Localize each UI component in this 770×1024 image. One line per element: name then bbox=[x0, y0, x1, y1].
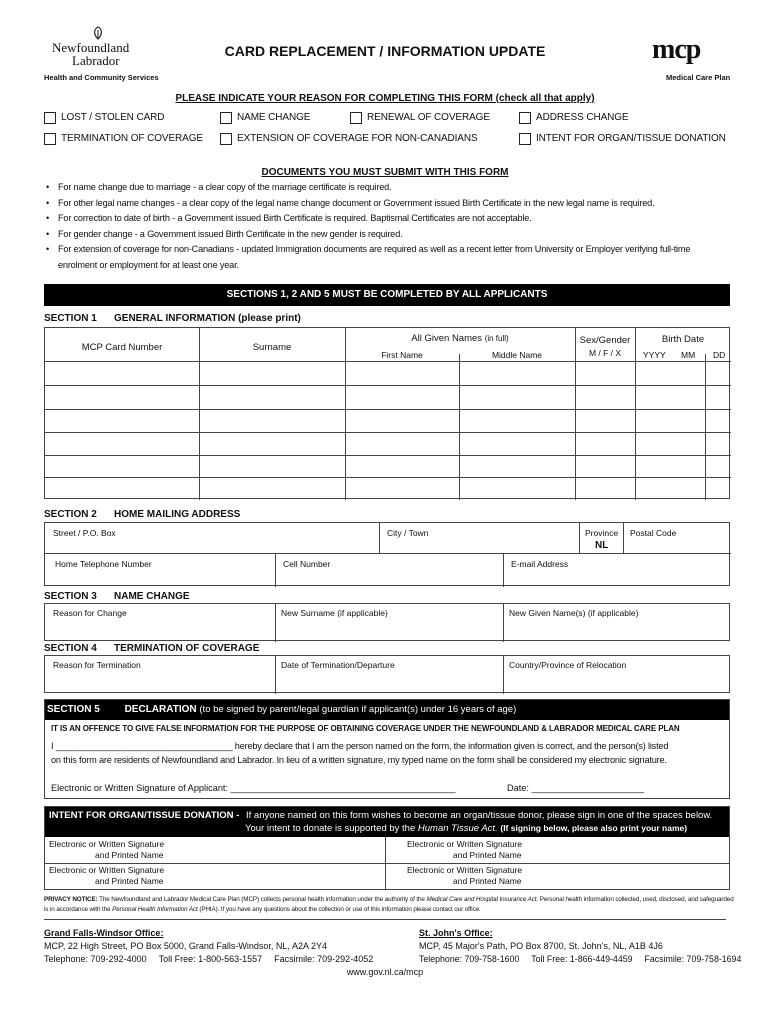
mailing-address-table bbox=[44, 522, 730, 586]
logo-text-line1: Newfoundland bbox=[52, 40, 130, 55]
donor-signature-4[interactable]: Electronic or Written Signature and Printed Name bbox=[407, 865, 523, 886]
documents-heading: DOCUMENTS YOU MUST SUBMIT WITH THIS FORM bbox=[261, 167, 509, 178]
col-first-name: First Name bbox=[381, 350, 423, 360]
email-field[interactable]: E-mail Address bbox=[511, 559, 569, 569]
col-given-names: All Given Names (in full) bbox=[411, 333, 509, 344]
checkbox-address-change[interactable] bbox=[519, 112, 531, 124]
new-given-field[interactable]: New Given Name(s) (if applicable) bbox=[509, 608, 639, 618]
checkbox-name-change[interactable] bbox=[220, 112, 232, 124]
section4-label: SECTION 4 bbox=[44, 643, 97, 654]
col-mcp-card: MCP Card Number bbox=[81, 342, 163, 353]
required-sections-banner: SECTIONS 1, 2 AND 5 MUST BE COMPLETED BY ALL APPLICANTS bbox=[44, 284, 730, 306]
applicant-row[interactable] bbox=[45, 362, 731, 385]
checkbox-extension[interactable] bbox=[220, 133, 232, 145]
section2-title: HOME MAILING ADDRESS bbox=[114, 509, 241, 520]
document-item: • For gender change - a Government issued Birth Certificate in the new gender is required. bbox=[46, 228, 403, 239]
home-phone-field[interactable]: Home Telephone Number bbox=[55, 559, 152, 569]
pitcher-plant-icon bbox=[90, 26, 106, 40]
applicant-row[interactable] bbox=[45, 433, 731, 455]
col-dd: DD bbox=[713, 350, 726, 360]
street-field[interactable]: Street / P.O. Box bbox=[53, 528, 116, 538]
termination-date-field[interactable]: Date of Termination/Departure bbox=[281, 660, 395, 670]
relocation-field[interactable]: Country/Province of Relocation bbox=[509, 660, 627, 670]
col-mm: MM bbox=[681, 350, 696, 360]
termination-table bbox=[44, 655, 730, 693]
section5-header: SECTION 5 DECLARATION (to be signed by parent/legal guardian if applicant(s) under 16 years of age) bbox=[45, 700, 729, 720]
province-value: NL bbox=[595, 540, 609, 551]
organ-donation-box bbox=[44, 806, 730, 890]
donor-signature-1[interactable]: Electronic or Written Signature and Printed Name bbox=[49, 839, 165, 860]
offence-notice: IT IS AN OFFENCE TO GIVE FALSE INFORMATION FOR THE PURPOSE OF OBTAINING COVERAGE UNDER THE NEWFOUNDLAND & LABRADOR MEDICAL CARE PLAN bbox=[51, 724, 680, 733]
checkbox-organ-donation[interactable] bbox=[519, 133, 531, 145]
option-organ-donation: INTENT FOR ORGAN/TISSUE DONATION bbox=[536, 133, 726, 144]
st-johns-office: St. John's Office: MCP, 45 Major's Path, PO Box 8700, St. John's, NL, A1B 4J6 Telephone: 709-758-1600 Toll Free: 1-866-449-4459 Facsimile: 709-758-1694 bbox=[419, 928, 742, 964]
option-address-change: ADDRESS CHANGE bbox=[536, 112, 629, 123]
province-field[interactable]: Province bbox=[585, 528, 619, 538]
section4-title: TERMINATION OF COVERAGE bbox=[114, 643, 260, 654]
cell-field[interactable]: Cell Number bbox=[283, 559, 331, 569]
col-middle-name: Middle Name bbox=[491, 350, 543, 360]
col-sex-options: M / F / X bbox=[588, 348, 622, 358]
applicant-signature[interactable]: Electronic or Written Signature of Applicant: ____________________________________________ bbox=[51, 783, 456, 793]
applicant-row[interactable] bbox=[45, 478, 731, 499]
section1-title: GENERAL INFORMATION (please print) bbox=[114, 313, 301, 324]
reason-for-termination-field[interactable]: Reason for Termination bbox=[53, 660, 141, 670]
grand-falls-office: Grand Falls-Windsor Office: MCP, 22 High Street, PO Box 5000, Grand Falls-Windsor, NL, A2A 2Y4 Telephone: 709-292-4000 Toll Free: 1-800-563-1557 Facsimile: 709-292-4052 bbox=[44, 928, 374, 964]
postal-code-field[interactable]: Postal Code bbox=[630, 528, 677, 538]
checkbox-termination[interactable] bbox=[44, 133, 56, 145]
document-item: • For name change due to marriage - a clear copy of the marriage certificate is required. bbox=[46, 182, 392, 192]
applicant-row[interactable] bbox=[45, 456, 731, 477]
applicant-row[interactable] bbox=[45, 410, 731, 432]
option-lost-stolen: LOST / STOLEN CARD bbox=[61, 112, 165, 123]
website-url[interactable]: www.gov.nl.ca/mcp bbox=[346, 967, 424, 977]
section3-title: NAME CHANGE bbox=[114, 591, 190, 602]
section3-label: SECTION 3 bbox=[44, 591, 97, 602]
option-renewal: RENEWAL OF COVERAGE bbox=[367, 112, 490, 123]
section1-label: SECTION 1 bbox=[44, 313, 97, 324]
reason-for-change-field[interactable]: Reason for Change bbox=[53, 608, 127, 618]
declaration-date[interactable]: Date: ______________________ bbox=[507, 783, 644, 793]
option-name-change: NAME CHANGE bbox=[237, 112, 311, 123]
declaration-line1: I ____________________________________ hereby declare that I am the person named on the form, the information given is correct, and the person(s) listed bbox=[51, 741, 669, 751]
col-surname: Surname bbox=[252, 342, 292, 353]
privacy-notice: PRIVACY NOTICE: The Newfoundland and Labrador Medical Care Plan (MCP) collects personal health information under the authority of the Medical Care and Hospital Insurance Act. Personal health information collected, used, disclosed, and safeguarded is in accordance with the Personal Health Information Act (PHIA). If you have any questions about the collection or use of this information please contact our office. bbox=[44, 896, 734, 913]
general-info-table bbox=[44, 327, 730, 499]
declaration-line2: on this form are residents of Newfoundland and Labrador. In lieu of a written signature, my typed name on the form shall be considered my electronic signature. bbox=[51, 755, 667, 765]
declaration-box bbox=[44, 699, 730, 799]
applicant-row[interactable] bbox=[45, 386, 731, 409]
donor-signature-2[interactable]: Electronic or Written Signature and Printed Name bbox=[407, 839, 523, 860]
checkbox-renewal[interactable] bbox=[350, 112, 362, 124]
reason-heading: PLEASE INDICATE YOUR REASON FOR COMPLETING THIS FORM (check all that apply) bbox=[175, 93, 595, 104]
section2-label: SECTION 2 bbox=[44, 509, 97, 520]
mcp-brand: mcp bbox=[652, 34, 701, 65]
donor-signature-3[interactable]: Electronic or Written Signature and Printed Name bbox=[49, 865, 165, 886]
logo-text-line2: Labrador bbox=[72, 53, 120, 68]
city-field[interactable]: City / Town bbox=[387, 528, 429, 538]
document-item: • For other legal name changes - a clear copy of the legal name change document or Government issued Birth Certificate in the new legal name is required. bbox=[46, 197, 655, 208]
col-sex: Sex/Gender bbox=[579, 335, 631, 346]
nl-logo bbox=[52, 26, 142, 70]
divider bbox=[44, 919, 726, 920]
col-birth-date: Birth Date bbox=[661, 334, 705, 345]
documents-list bbox=[46, 180, 736, 274]
department-name: Health and Community Services bbox=[44, 73, 159, 82]
new-surname-field[interactable]: New Surname (if applicable) bbox=[281, 608, 388, 618]
option-extension: EXTENSION OF COVERAGE FOR NON-CANADIANS bbox=[237, 133, 478, 144]
organ-donation-header: INTENT FOR ORGAN/TISSUE DONATION - If anyone named on this form wishes to become an organ/tissue donor, please sign in one of the spaces below. Your intent to donate is supported by the Human Tissue Act. (If signing below, please also print your name) bbox=[45, 807, 729, 837]
mcp-brand-sub: Medical Care Plan bbox=[666, 73, 731, 82]
document-item: • For correction to date of birth - a Government issued Birth Certificate is required. Baptismal Certificates are not acceptable. bbox=[46, 213, 532, 224]
col-yyyy: YYYY bbox=[643, 350, 666, 360]
form-title: CARD REPLACEMENT / INFORMATION UPDATE bbox=[224, 43, 546, 59]
checkbox-lost-stolen[interactable] bbox=[44, 112, 56, 124]
option-termination: TERMINATION OF COVERAGE bbox=[61, 133, 203, 144]
name-change-table bbox=[44, 603, 730, 641]
document-item: • For extension of coverage for non-Canadians - updated Immigration documents are required as well as a recent letter from University or Employer verifying full-time enrolment or employment for at least one year. bbox=[46, 244, 691, 270]
